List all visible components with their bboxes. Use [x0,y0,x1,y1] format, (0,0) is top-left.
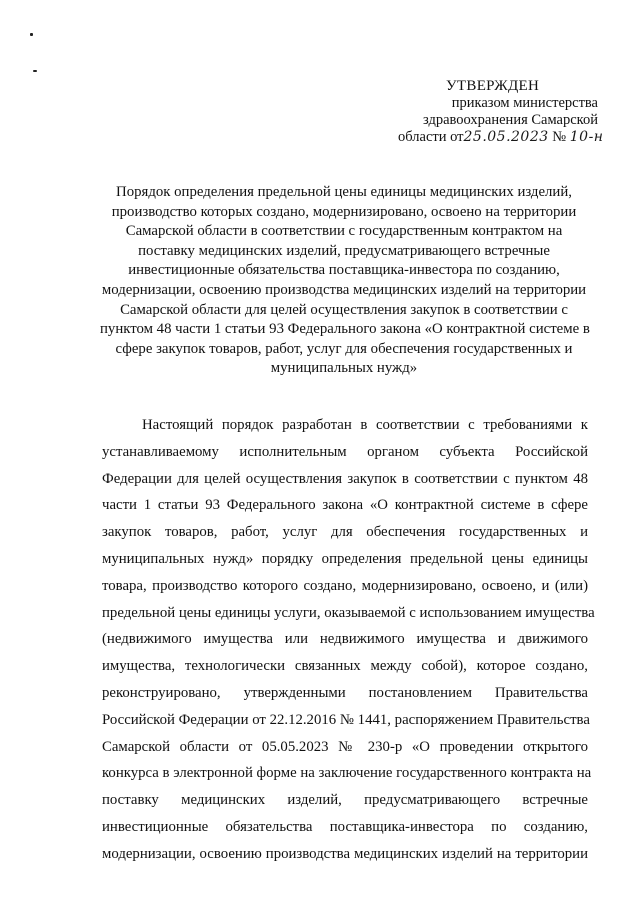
body-line: муниципальных нужд» порядку определения предельной цены единицы [102,550,588,567]
handwritten-number: 10-н [569,129,604,145]
body-line: имущества, технологически связанных между собой), которое создано, [102,658,588,675]
body-line: (недвижимого имущества или недвижимого имущества и движимого [102,631,588,648]
title-line: пунктом 48 части 1 статьи 93 Федерального закона «О контрактной системе в [100,321,590,338]
title-line: инвестиционные обязательства поставщика-инвестора по созданию, [128,262,560,279]
body-line: закупок товаров, работ, услуг для обеспечения государственных и [102,524,588,541]
body-line: устанавливаемому исполнительным органом субъекта Российской [102,443,588,460]
approval-line: здравоохранения Самарской [423,112,598,128]
scan-speck [30,33,33,36]
handwritten-date: 25.05.2023 [463,129,549,145]
document-title [100,183,588,379]
title-line: поставку медицинских изделий, предусматривающего встречные [138,242,550,259]
title-line: сфере закупок товаров, работ, услуг для обеспечения государственных и [115,340,573,357]
body-line: части 1 статьи 93 Федерального закона «О контрактной системе в сфере [102,497,588,514]
body-line: конкурса в электронной форме на заключение государственного контракта на [102,765,592,782]
title-line: Самарской области для целей осуществления закупок в соответствии с [120,301,568,318]
approval-stamp-block [398,78,604,146]
title-line: модернизации, освоению производства медицинских изделий на территории [101,281,587,298]
document-body [102,412,595,868]
body-line: Федерации для целей осуществления закупок в соответствии с пунктом 48 [102,470,588,487]
body-line: Российской Федерации от 22.12.2016 № 1441, распоряжением Правительства [102,711,590,728]
title-line: Порядок определения предельной цены единицы медицинских изделий, [116,184,572,200]
title-line: производство которых создано, модернизировано, освоено на территории [111,203,577,220]
approval-line: приказом министерства [451,95,598,111]
approval-date-prefix: области от [398,129,464,145]
title-line: муниципальных нужд» [270,360,418,377]
body-line: Настоящий порядок разработан в соответствии с требованиями к [142,417,588,433]
body-line: поставку медицинских изделий, предусматривающего встречные [102,792,588,809]
title-line: Самарской области в соответствии с государственным контрактом на [125,223,563,240]
body-line: Самарской области от 05.05.2023 № 230-р «О проведении открытого [102,738,588,755]
body-line: товара, производство которого создано, модернизировано, освоено, и (или) [102,577,588,594]
body-line: модернизации, освоению производства медицинских изделий на территории [102,845,588,862]
body-line: предельной цены единицы услуги, оказываемой с использованием имущества [102,604,595,621]
scan-speck [33,70,37,72]
body-line: инвестиционные обязательства поставщика-инвестора по созданию, [102,818,588,835]
body-line: реконструировано, утвержденными постановлением Правительства [102,684,588,701]
number-sign: № [552,129,567,145]
approval-date-line [398,129,604,146]
approval-heading: УТВЕРЖДЕН [446,78,540,94]
